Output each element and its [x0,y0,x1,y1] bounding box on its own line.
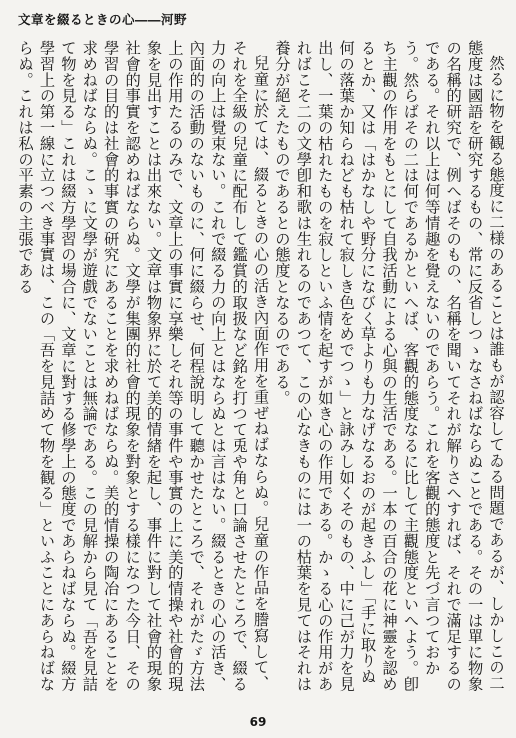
page-number: 69 [249,715,267,729]
paragraph-1: 然るに物を観る態度に二様のあることは誰もが認容してゐる問題であるが、しかしこの二態度は國語を研究するもの、常に反省しつゝなさねばならぬことである。その一は單に物象の名稱的研究で、例へばそのもの、名稱を聞いてそれが解りさへすれば、それで滿足するのである。それ以上は何等情趣を覺えないのであらう。これを客觀的態度と先づ言つておかう。然らばその二は何であるかといへば、客觀的態度なるに比して主觀態度といへよう。卽ち主觀の作用をもとにして自我活動による心與の生活である。一本の百合の花に神靈を認めるとか、又は「はかなしや野分になびく草よりも力なげなるおのが起きふし」「手に取りぬ何の落葉か知らねども枯れて寂しき色をめでつゝ」と詠みし如くそのもの、中に己が力を見出し、一葉の枯れたものを寂しといふ情を起すが如き心の作用である。かゝる心の作用があればこそ二の文學卽和歌は生れるのであつて、この心なきものには一の枯葉を見てはそれは養分が絕えたものであるとの態度となるのである。 [272,40,505,692]
running-title: 文章を綴るときの心――河野 [18,12,188,27]
vertical-body-text [10,40,506,696]
paragraph-2: 兒童に於ては、綴るときの心の活き內面作用を重ぜねばならぬ。兒童の作品を謄寫して、それを全級の兒童に配布して鑑賞的取扱など銘を打つて兎や角と口論させたところで、綴る力の向上は覺束ない。これで綴る力の向上とはならぬとは言はない。綴るときの心の活き、內面的の活動のないものに、何に綴らせ、何程說明して聽かせたところで、それがたゞ方法上の作用たるのみで、文章上の事實に享樂しそれ等の事件や事實の上に美的情操や社會的現象を見出すことは出來ない。文章は物象界に於て美的情緖を起し、事件に對して社會的現象社會的事實を認めねばならぬ。文學が集團的社會的現象を對象とする樣になつた今日、その學習の目的は社會的事實の研究にあることを求めねばならぬ。美的情操の陶冶にあることを求めねばならぬ。こゝに文學が遊戲でないことは無論である。この見解から見て「吾を見詰て物を見る」これは綴方學習の場合に、文章に對する修學上の態度であらねばならぬ。綴方學習上の第一線に立つべき事實は、この「吾を見詰めて物を観る」といふことにあらねばならぬ。これは私の平素の主張である [16,40,270,692]
